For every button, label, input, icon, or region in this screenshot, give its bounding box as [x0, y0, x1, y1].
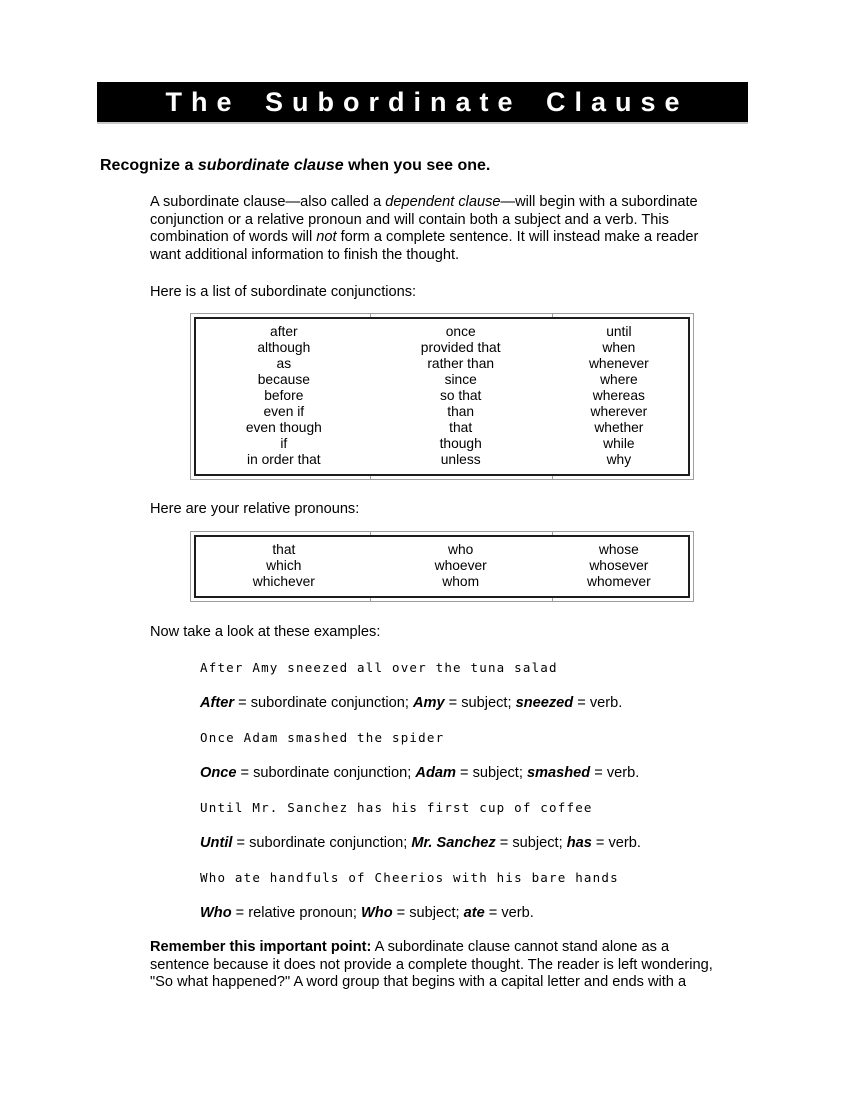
text-segment: = verb. — [591, 835, 641, 851]
conjunction-word: until — [606, 324, 632, 339]
example-sentence: After Amy sneezed all over the tuna salad — [200, 660, 558, 675]
text-segment: has — [566, 835, 592, 851]
conjunction-word: unless — [440, 452, 481, 467]
paragraph-line — [150, 194, 750, 212]
conjunction-word: where — [600, 372, 638, 387]
conjunction-word: whenever — [588, 356, 649, 371]
pronoun-word: whichever — [252, 574, 315, 589]
table-column-divider-tick — [370, 314, 371, 317]
pronoun-word: who — [448, 542, 474, 557]
example-sentence: Until Mr. Sanchez has his first cup of coffee — [200, 800, 593, 815]
text-segment: Who — [361, 905, 393, 921]
table-column-divider-tick — [370, 598, 371, 601]
example-analysis — [200, 904, 850, 922]
text-segment: —will begin with a subordinate — [500, 194, 698, 210]
closing-paragraph — [150, 939, 760, 992]
pronoun-word: that — [272, 542, 296, 557]
example-analysis — [200, 834, 850, 852]
text-segment: conjunction or a relative pronoun and will contain both a subject and a verb. This — [150, 211, 669, 228]
title-banner — [97, 82, 748, 122]
examples-list — [0, 659, 850, 922]
conjunction-word: in order that — [247, 452, 321, 467]
table-column-divider-tick — [552, 476, 553, 479]
table-column-divider-tick — [370, 532, 371, 535]
conjunction-word: because — [257, 372, 310, 387]
page-title: The Subordinate Clause — [165, 86, 689, 117]
paragraph-line — [150, 229, 750, 247]
conjunctions-lead-in: Here is a list of subordinate conjunctions: — [150, 284, 417, 300]
text-segment: = subject; — [444, 695, 516, 711]
text-segment: dependent clause — [385, 194, 501, 210]
text-segment: not — [316, 229, 337, 245]
text-segment: subordinate clause — [197, 157, 344, 174]
text-segment: Until — [200, 835, 233, 851]
conjunction-word: even if — [263, 404, 305, 419]
text-segment: = subject; — [455, 765, 527, 781]
table-column-2 — [372, 324, 550, 468]
pronoun-word: whomever — [587, 574, 651, 589]
text-segment: combination of words will — [150, 229, 317, 245]
conjunction-word: so that — [439, 388, 482, 403]
text-segment: = relative pronoun; — [231, 905, 362, 921]
table-column-divider-tick — [370, 476, 371, 479]
conjunction-word: whereas — [592, 388, 645, 403]
pronoun-word: whose — [598, 542, 639, 557]
table-column-divider-tick — [552, 532, 553, 535]
conjunction-word: as — [276, 356, 292, 371]
text-segment: A subordinate clause—also called a — [150, 194, 386, 210]
conjunction-word: while — [603, 436, 635, 451]
paragraph-line — [150, 957, 760, 975]
conjunction-word: since — [444, 372, 477, 387]
example-sentence: Who ate handfuls of Cheerios with his bare hands — [200, 870, 619, 885]
paragraph-line — [150, 939, 760, 957]
text-segment: = verb. — [573, 695, 623, 711]
conjunction-word: why — [606, 452, 632, 467]
conjunction-word: that — [449, 420, 473, 435]
paragraph-line — [150, 247, 750, 265]
table-column-1 — [196, 324, 372, 468]
paragraph-line — [150, 974, 760, 992]
example-sentence: Once Adam smashed the spider — [200, 730, 445, 745]
pronoun-word: whosever — [589, 558, 649, 573]
subordinate-conjunctions-table — [190, 313, 694, 480]
conjunction-word: before — [264, 388, 304, 403]
table-inner-border — [194, 535, 690, 598]
text-segment: when you see one. — [343, 157, 491, 174]
text-segment: A subordinate clause cannot stand alone as a — [371, 939, 670, 955]
conjunction-word: whether — [594, 420, 644, 435]
conjunction-word: when — [602, 340, 636, 355]
conjunction-word: if — [280, 436, 288, 451]
text-segment: smashed — [526, 765, 591, 781]
conjunction-word: although — [257, 340, 311, 355]
text-segment: Once — [200, 765, 237, 781]
section-heading — [100, 157, 850, 174]
conjunction-word: after — [270, 324, 298, 339]
text-segment: = subject; — [495, 835, 567, 851]
text-segment: Mr. Sanchez — [411, 835, 496, 851]
text-segment: Recognize a — [100, 157, 198, 174]
text-segment: = subordinate conjunction; — [232, 835, 412, 851]
text-segment: = subordinate conjunction; — [234, 695, 413, 711]
examples-lead-in: Now take a look at these examples: — [150, 624, 381, 640]
conjunction-word: though — [439, 436, 482, 451]
conjunction-word: once — [445, 324, 476, 339]
intro-paragraph — [150, 194, 750, 264]
example-analysis — [200, 764, 850, 782]
text-segment: Remember this important point: — [150, 939, 372, 955]
text-segment: "So what happened?" A word group that begins with a capital letter and ends with a — [150, 974, 687, 990]
conjunction-word: provided that — [420, 340, 501, 355]
text-segment: Amy — [412, 695, 445, 711]
text-segment: = verb. — [484, 905, 534, 921]
example-analysis — [200, 694, 850, 712]
conjunction-word: even though — [245, 420, 322, 435]
document-content — [0, 157, 850, 992]
table-inner-border — [194, 317, 690, 476]
table-column-1 — [196, 542, 372, 590]
text-segment: ate — [463, 905, 485, 921]
paragraph-line — [150, 212, 750, 230]
text-segment: = verb. — [590, 765, 640, 781]
table-column-3 — [550, 542, 688, 590]
table-column-2 — [372, 542, 550, 590]
text-segment: After — [200, 695, 235, 711]
text-segment: = subordinate conjunction; — [236, 765, 416, 781]
relative-pronouns-table — [190, 531, 694, 602]
conjunction-word: than — [447, 404, 475, 419]
conjunction-word: wherever — [590, 404, 648, 419]
table-column-divider-tick — [552, 598, 553, 601]
text-segment: Adam — [415, 765, 456, 781]
text-segment: want additional information to finish the thought. — [150, 246, 460, 263]
text-segment: sentence because it does not provide a complete thought. The reader is left wondering, — [150, 956, 713, 973]
table-column-divider-tick — [552, 314, 553, 317]
table-column-3 — [550, 324, 688, 468]
pronoun-word: whom — [442, 574, 480, 589]
pronoun-word: which — [266, 558, 302, 573]
text-segment: Who — [200, 905, 232, 921]
pronoun-word: whoever — [434, 558, 487, 573]
text-segment: form a complete sentence. It will instead make a reader — [336, 229, 699, 245]
text-segment: sneezed — [515, 695, 574, 711]
conjunction-word: rather than — [427, 356, 495, 371]
pronouns-lead-in: Here are your relative pronouns: — [150, 501, 360, 517]
text-segment: = subject; — [392, 905, 464, 921]
